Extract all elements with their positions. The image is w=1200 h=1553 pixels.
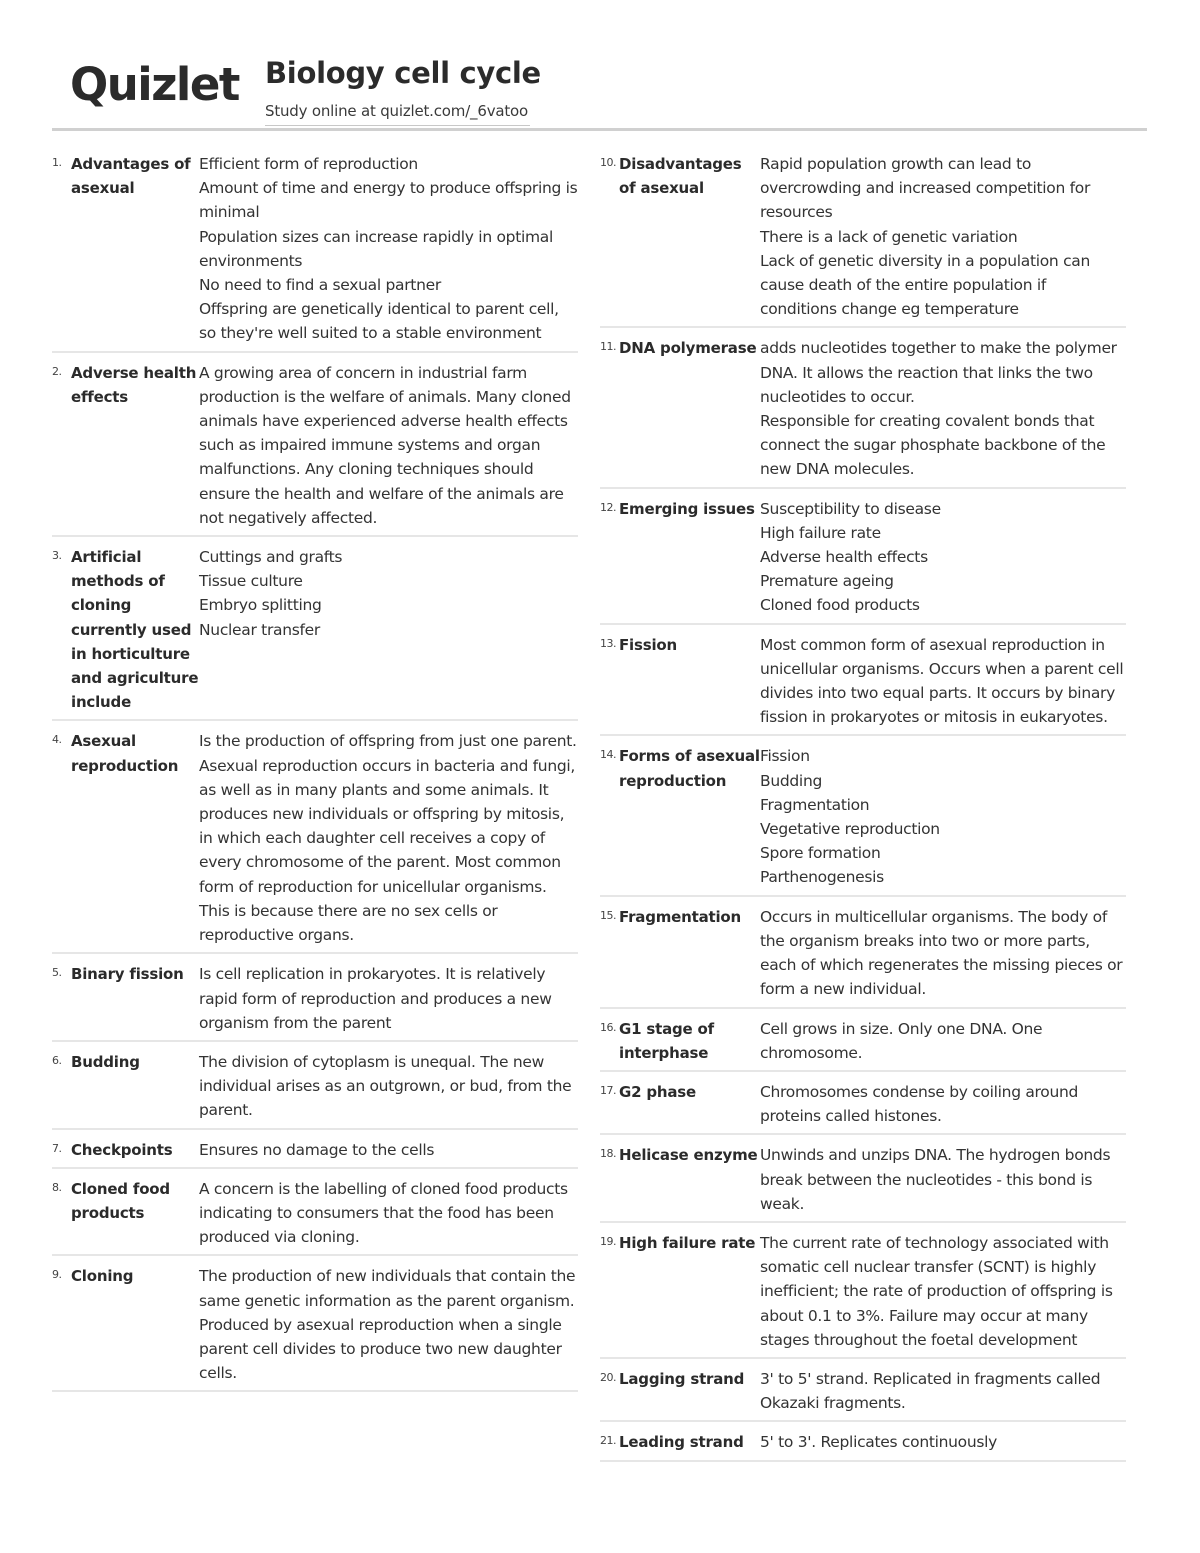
definition-line: The production of new individuals that contain the same genetic information as the parent organism. Produced by asexual reproduction when a single parent cell divides to produce two new daughter cells. — [199, 1267, 576, 1383]
flashcard — [52, 541, 578, 721]
card-number: 2. — [52, 364, 62, 378]
card-number: 17. — [600, 1083, 616, 1097]
definition-line: Most common form of asexual reproduction in unicellular organisms. Occurs when a parent cell divides into two equal parts. It occurs by binary fission in prokaryotes or mitosis in eukaryotes. — [760, 635, 1124, 727]
flashcard-column-left — [52, 148, 578, 1396]
definition-line: Population sizes can increase rapidly in optimal environments — [199, 227, 553, 270]
card-term: Leading strand — [619, 1433, 744, 1452]
definition-line: Nuclear transfer — [199, 620, 320, 639]
card-definition — [199, 361, 578, 530]
definition-line: Chromosomes condense by coiling around proteins called histones. — [760, 1082, 1079, 1126]
card-number: 6. — [52, 1053, 62, 1067]
card-number: 3. — [52, 549, 62, 563]
card-term: Helicase enzyme — [619, 1146, 758, 1165]
flashcard — [600, 1363, 1126, 1422]
flashcard — [600, 1013, 1126, 1072]
card-definition — [760, 1080, 1126, 1128]
card-number: 11. — [600, 340, 616, 354]
card-definition — [760, 497, 1126, 618]
subtitle-divider — [265, 125, 530, 126]
card-term: Forms of asexual reproduction — [619, 747, 760, 790]
definition-line: High failure rate — [760, 523, 881, 542]
card-number: 18. — [600, 1147, 616, 1161]
card-term: Fragmentation — [619, 907, 742, 926]
flashcard — [52, 1260, 578, 1392]
card-term: Advantages of asexual — [71, 155, 191, 198]
page-title: Biology cell cycle — [265, 56, 541, 90]
card-definition — [760, 633, 1126, 730]
definition-line: Cell grows in size. Only one DNA. One chromosome. — [760, 1019, 1043, 1062]
header-divider — [52, 128, 1147, 131]
definition-line: There is a lack of genetic variation — [760, 227, 1018, 246]
card-number: 1. — [52, 156, 62, 169]
study-online-link[interactable]: Study online at quizlet.com/_6vatoo — [265, 102, 528, 120]
card-number: 9. — [52, 1268, 62, 1282]
card-definition — [760, 336, 1126, 481]
card-number: 13. — [600, 636, 616, 650]
definition-line: Efficient form of reproduction — [199, 155, 418, 173]
card-term: Cloned food products — [71, 1179, 170, 1222]
card-definition — [760, 1143, 1126, 1216]
card-definition — [760, 1430, 1126, 1454]
flashcard — [52, 1134, 578, 1169]
definition-line: Adverse health effects — [760, 548, 928, 567]
card-number: 21. — [600, 1434, 616, 1448]
card-term: High failure rate — [619, 1233, 756, 1252]
flashcard — [52, 357, 578, 537]
card-term: Binary fission — [71, 965, 184, 984]
card-number: 8. — [52, 1180, 62, 1194]
flashcard — [600, 493, 1126, 625]
definition-line: 5' to 3'. Replicates continuously — [760, 1433, 998, 1452]
card-definition — [760, 1231, 1126, 1352]
card-term: Lagging strand — [619, 1369, 745, 1388]
card-term: Asexual reproduction — [71, 732, 179, 775]
flashcard — [600, 332, 1126, 488]
card-definition — [760, 905, 1126, 1002]
card-number: 10. — [600, 156, 616, 169]
flashcard — [52, 958, 578, 1042]
definition-line: Fragmentation — [760, 795, 870, 814]
flashcard — [52, 1173, 578, 1257]
flashcard — [600, 148, 1126, 328]
card-number: 5. — [52, 966, 62, 980]
flashcard — [52, 148, 578, 353]
definition-line: Premature ageing — [760, 572, 894, 591]
definition-line: Unwinds and unzips DNA. The hydrogen bonds break between the nucleotides - this bond is weak. — [760, 1146, 1111, 1213]
definition-line: Ensures no damage to the cells — [199, 1140, 435, 1159]
definition-line: Spore formation — [760, 844, 881, 863]
flashcard — [600, 740, 1126, 896]
card-term: Emerging issues — [619, 499, 755, 518]
definition-line: adds nucleotides together to make the polymer DNA. It allows the reaction that links the two nucleotides to occur. — [760, 339, 1117, 406]
definition-line: Occurs in multicellular organisms. The body of the organism breaks into two or more parts, each of which regenerates the missing pieces or form a new individual. — [760, 907, 1123, 999]
card-definition — [760, 744, 1126, 889]
definition-line: Is cell replication in prokaryotes. It is relatively rapid form of reproduction and produces a new organism from the parent — [199, 965, 552, 1032]
card-definition — [199, 729, 578, 947]
definition-line: Amount of time and energy to produce offspring is minimal — [199, 179, 578, 222]
card-term: Checkpoints — [71, 1140, 173, 1159]
quizlet-logo[interactable]: Quizlet — [70, 58, 239, 111]
card-definition — [199, 1177, 578, 1250]
flashcard — [52, 1046, 578, 1130]
card-term: Budding — [71, 1052, 140, 1071]
definition-line: A concern is the labelling of cloned food products indicating to consumers that the food has been produced via cloning. — [199, 1179, 568, 1247]
definition-line: Is the production of offspring from just one parent. Asexual reproduction occurs in bacteria and fungi, as well as in many plants and some animals. It produces new individuals or offspring by mitosis, in which each daughter cell receives a copy of every chromosome of the parent. Most common form of reproduction for unicellular organisms. This is because there are no sex cells or reproductive organs. — [199, 732, 577, 945]
definition-line: Cloned food products — [760, 596, 920, 615]
definition-line: Tissue culture — [199, 572, 303, 591]
page-header — [0, 0, 1200, 135]
card-number: 15. — [600, 908, 616, 922]
card-term: DNA polymerase — [619, 339, 757, 358]
card-number: 7. — [52, 1141, 62, 1155]
card-term: G1 stage of interphase — [619, 1019, 714, 1062]
card-definition — [199, 962, 578, 1035]
flashcard — [600, 901, 1126, 1009]
card-term: Artificial methods of cloning currently used in horticulture and agriculture include — [71, 548, 199, 712]
card-number: 12. — [600, 500, 616, 514]
card-number: 20. — [600, 1370, 616, 1384]
card-term: Disadvantages of asexual — [619, 155, 742, 198]
flashcard-column-right — [600, 148, 1126, 1466]
flashcard — [600, 629, 1126, 737]
card-term: G2 phase — [619, 1082, 697, 1101]
card-definition — [199, 1138, 578, 1162]
definition-line: Offspring are genetically identical to parent cell, so they're well suited to a stable environment — [199, 300, 559, 343]
definition-line: Cuttings and grafts — [199, 548, 343, 567]
definition-line: Rapid population growth can lead to overcrowding and increased competition for resources — [760, 155, 1091, 222]
card-number: 16. — [600, 1020, 616, 1034]
card-definition — [199, 545, 578, 714]
card-term: Fission — [619, 635, 677, 654]
flashcard — [600, 1227, 1126, 1359]
card-definition — [199, 1050, 578, 1123]
definition-line: The division of cytoplasm is unequal. The new individual arises as an outgrown, or bud, from the parent. — [199, 1052, 572, 1120]
card-definition — [760, 152, 1126, 321]
flashcard — [600, 1426, 1126, 1461]
card-number: 19. — [600, 1234, 616, 1248]
definition-line: Susceptibility to disease — [760, 499, 941, 518]
card-term: Adverse health effects — [71, 363, 197, 406]
flashcard — [600, 1139, 1126, 1223]
definition-line: Responsible for creating covalent bonds that connect the sugar phosphate backbone of the new DNA molecules. — [760, 412, 1106, 479]
definition-line: A growing area of concern in industrial farm production is the welfare of animals. Many cloned animals have experienced adverse health effects such as impaired immune systems and organ malfunctions. Any cloning techniques should ensure the health and welfare of the animals are not negatively affected. — [199, 363, 571, 527]
flashcard — [600, 1076, 1126, 1135]
definition-line: The current rate of technology associated with somatic cell nuclear transfer (SCNT) is highly inefficient; the rate of production of offspring is about 0.1 to 3%. Failure may occur at many stages throughout the foetal development — [760, 1233, 1113, 1349]
definition-line: 3' to 5' strand. Replicated in fragments called Okazaki fragments. — [760, 1369, 1101, 1413]
definition-line: Fission — [760, 747, 810, 766]
definition-line: Lack of genetic diversity in a population can cause death of the entire population if conditions change eg temperature — [760, 251, 1091, 319]
card-number: 4. — [52, 733, 62, 747]
definition-line: No need to find a sexual partner — [199, 276, 441, 295]
card-term: Cloning — [71, 1267, 134, 1286]
card-definition — [760, 1367, 1126, 1415]
card-number: 14. — [600, 748, 616, 762]
definition-line: Embryo splitting — [199, 596, 322, 615]
flashcard — [52, 725, 578, 954]
definition-line: Vegetative reproduction — [760, 820, 940, 839]
definition-line: Parthenogenesis — [760, 868, 884, 887]
card-definition — [199, 152, 578, 346]
card-definition — [760, 1017, 1126, 1065]
card-definition — [199, 1264, 578, 1385]
definition-line: Budding — [760, 771, 823, 790]
